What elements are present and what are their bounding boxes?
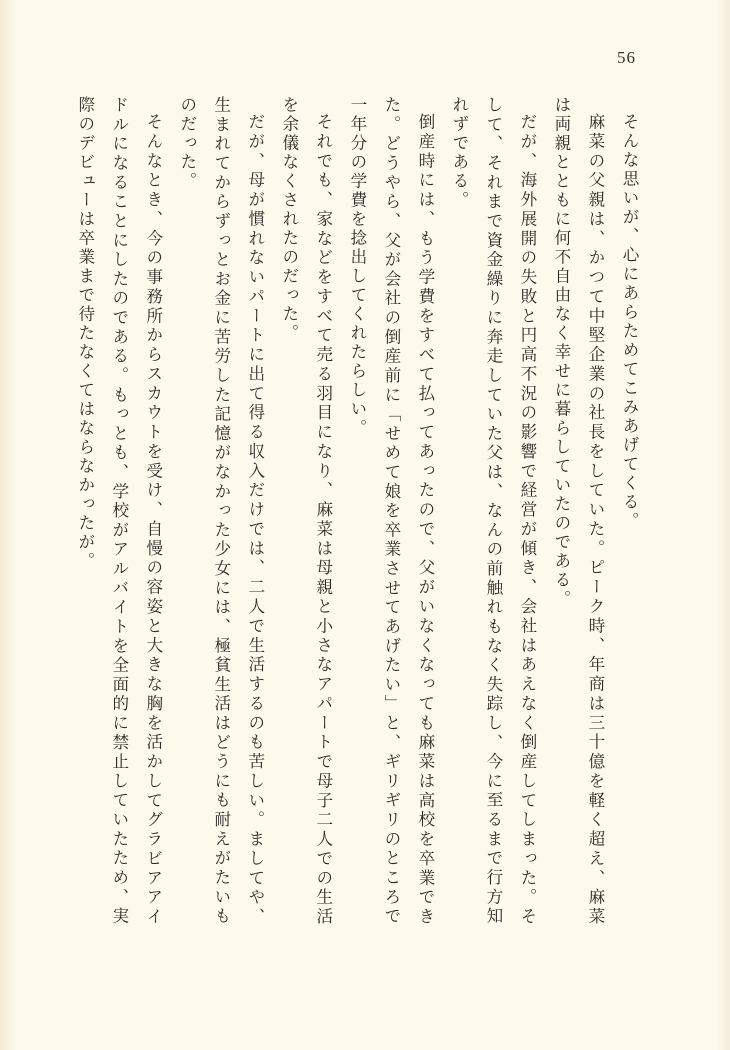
- paragraph: だが、海外展開の失敗と円高不況の影響で経営が傾き、会社はあえなく倒産してしまった。そして、それまで資金繰りに奔走していた父は、なんの前触れもなく失踪し、今に至るまで行方知れずである。: [449, 96, 537, 926]
- paragraph: それでも、家などをすべて売る羽目になり、麻菜は母親と小さなアパートで母子二人での生活を余儀なくされたのだった。: [279, 96, 333, 926]
- paragraph: そんなとき、今の事務所からスカウトを受け、自慢の容姿と大きな胸を活かしてグラビアアイドルになることにしたのである。もっとも、学校がアルバイトを全面的に禁止していたため、実際のデビューは卒業まで待たなくてはならなかったが。: [75, 96, 163, 926]
- paragraph: 麻菜の父親は、かつて中堅企業の社長をしていた。ピーク時、年商は三十億を軽く超え、麻菜は両親とともに何不自由なく幸せに暮らしていたのである。: [551, 96, 605, 926]
- paragraph: だが、母が慣れないパートに出て得る収入だけでは、二人で生活するのも苦しい。ましてや、生まれてからずっとお金に苦労した記憶がなかった少女には、極貧生活はどうにも耐えがたいものだった。: [177, 96, 265, 926]
- body-text: [75, 96, 646, 926]
- paragraph: 倒産時には、もう学費をすべて払ってあったので、父がいなくなっても麻菜は高校を卒業できた。どうやら、父が会社の倒産前に「せめて娘を卒業させてあげたい」と、ギリギリのところで一年分の学費を捻出してくれたらしい。: [347, 96, 435, 926]
- paragraph: そんな思いが、心にあらためてこみあげてくる。: [620, 112, 639, 531]
- page-number: 56: [617, 48, 636, 67]
